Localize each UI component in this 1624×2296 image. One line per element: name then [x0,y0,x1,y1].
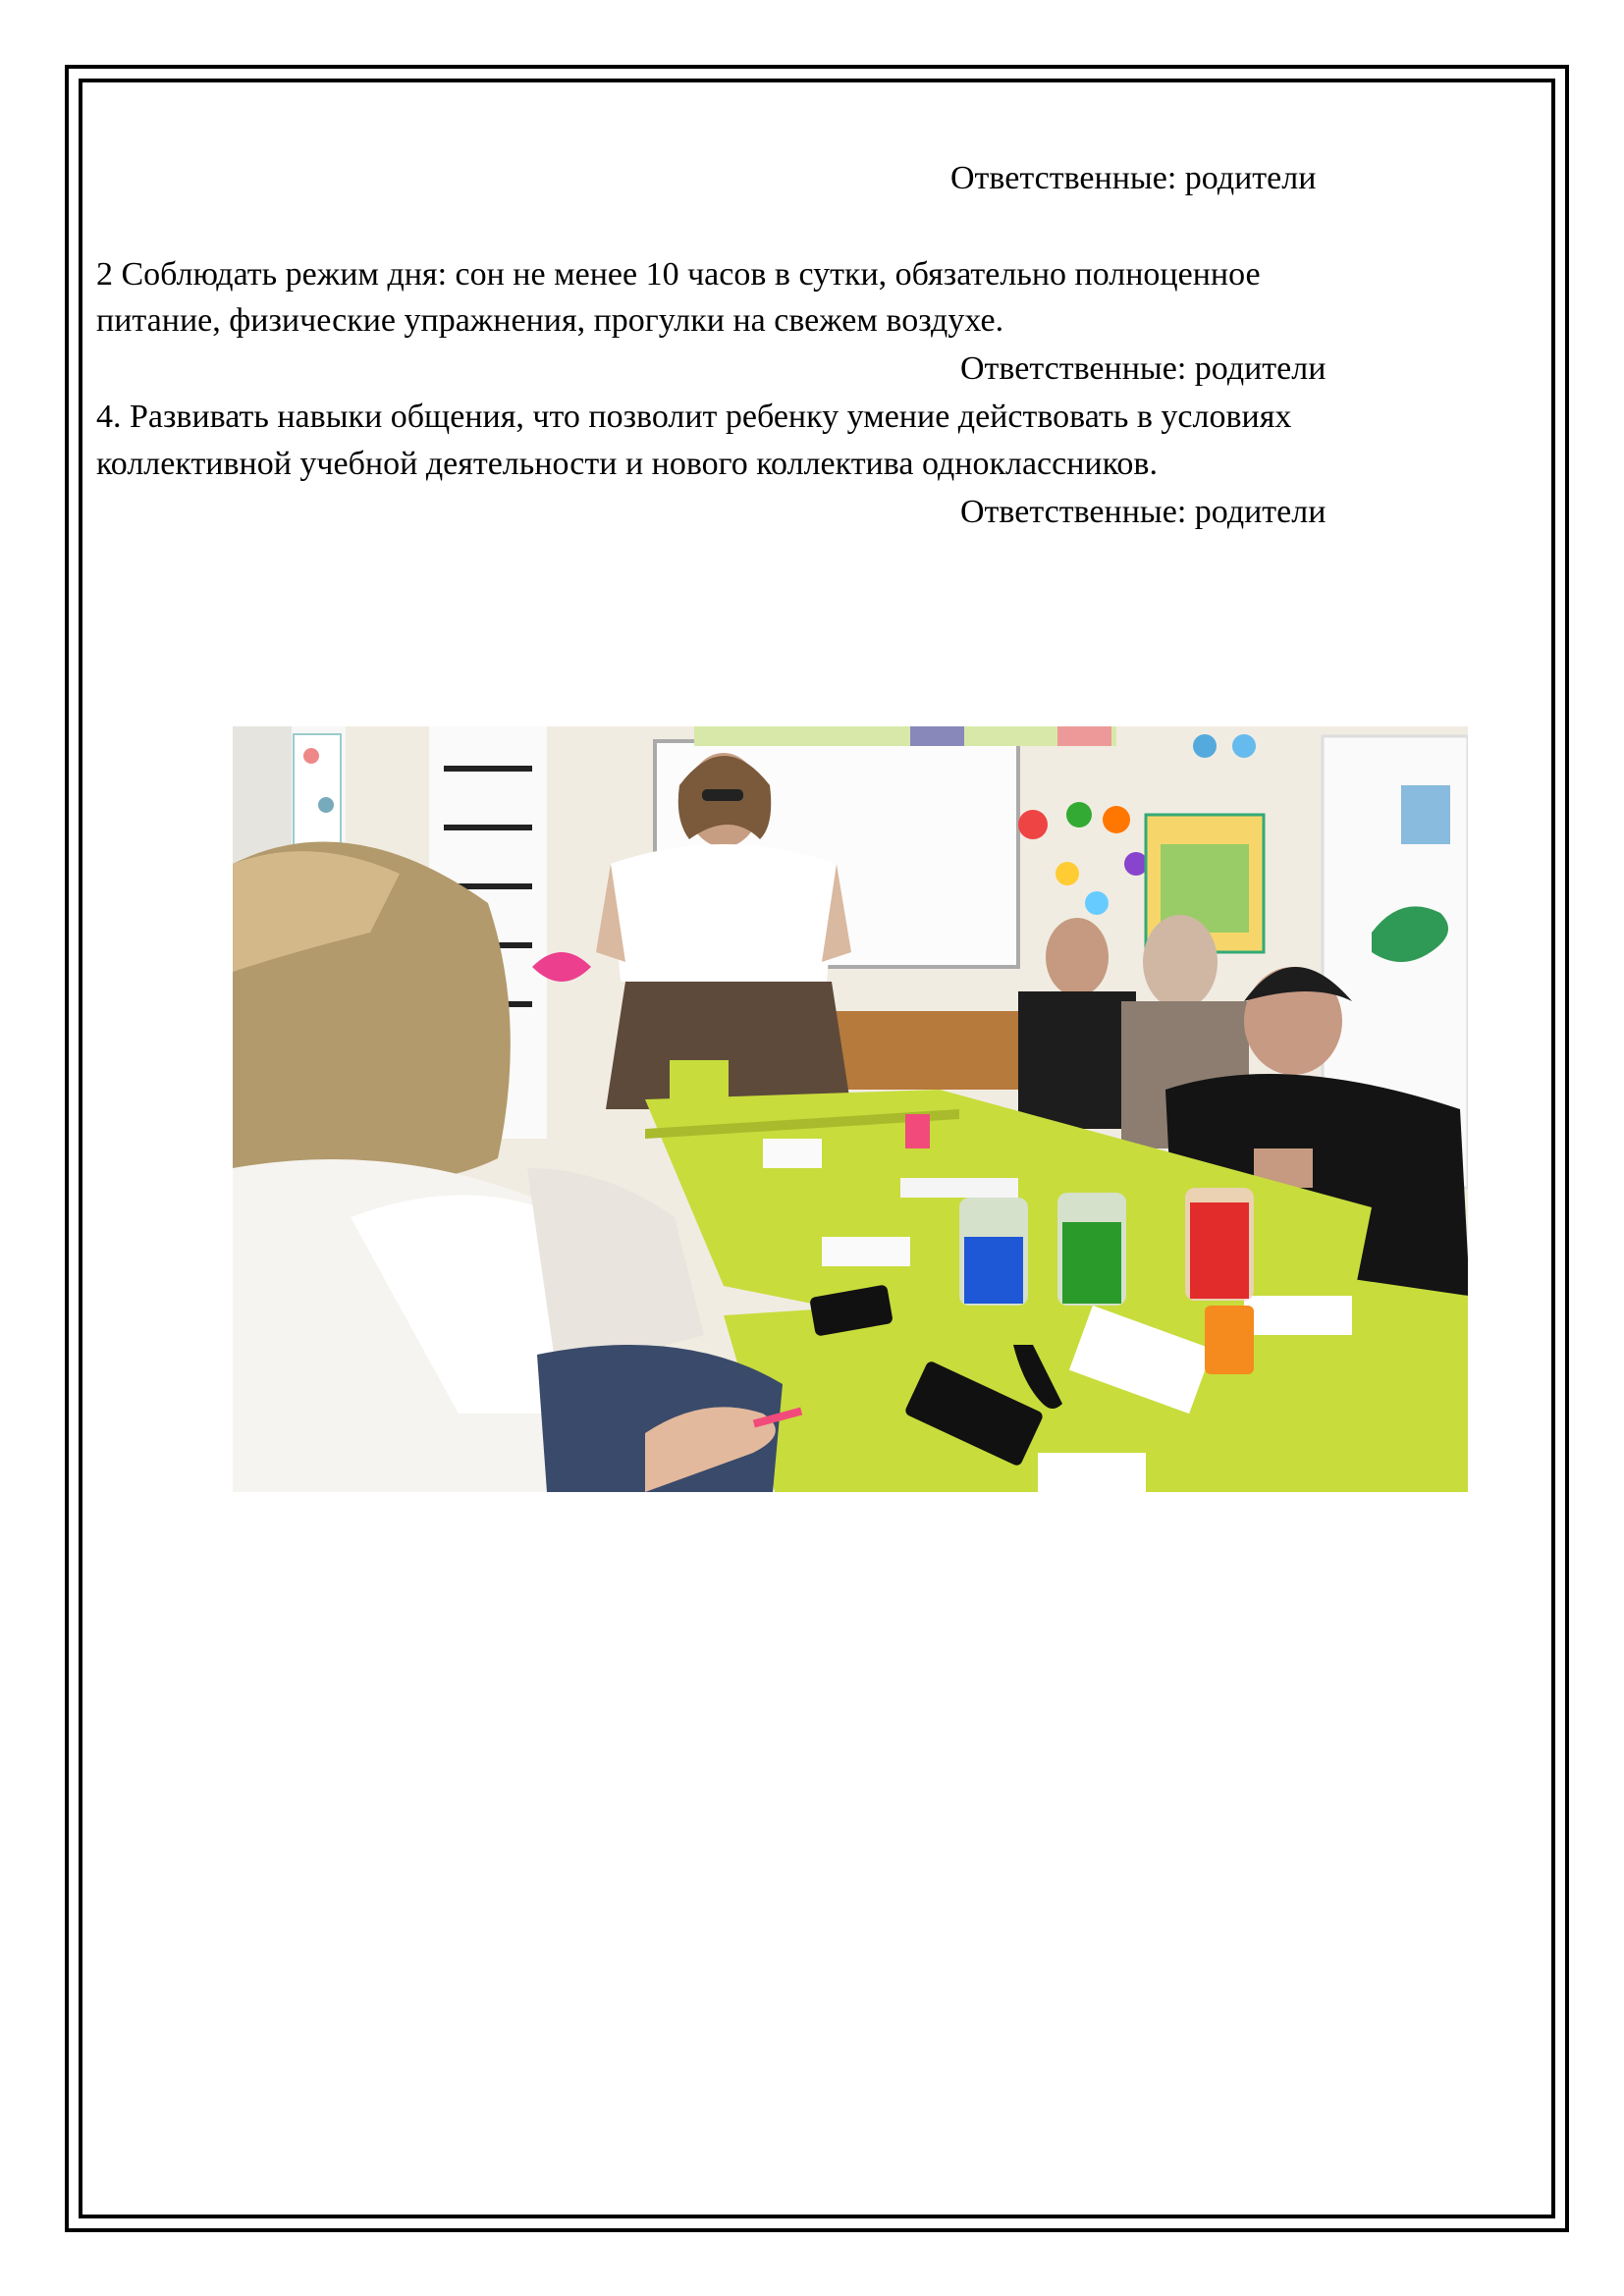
item2-line2: питание, физические упражнения, прогулки на свежем воздухе. [96,302,1004,339]
item4-line1: 4. Развивать навыки общения, что позволит ребенку умение действовать в условиях [96,399,1292,435]
classroom-parents-meeting-photo [233,726,1468,1492]
item2-line1: 2 Соблюдать режим дня: сон не менее 10 часов в сутки, обязательно полноценное [96,256,1261,293]
item4-responsible: Ответственные: родители [960,494,1326,530]
item4-line2: коллективной учебной деятельности и нового коллектива одноклассников. [96,446,1158,482]
item2-responsible: Ответственные: родители [960,350,1326,387]
header-responsible: Ответственные: родители [950,160,1317,196]
